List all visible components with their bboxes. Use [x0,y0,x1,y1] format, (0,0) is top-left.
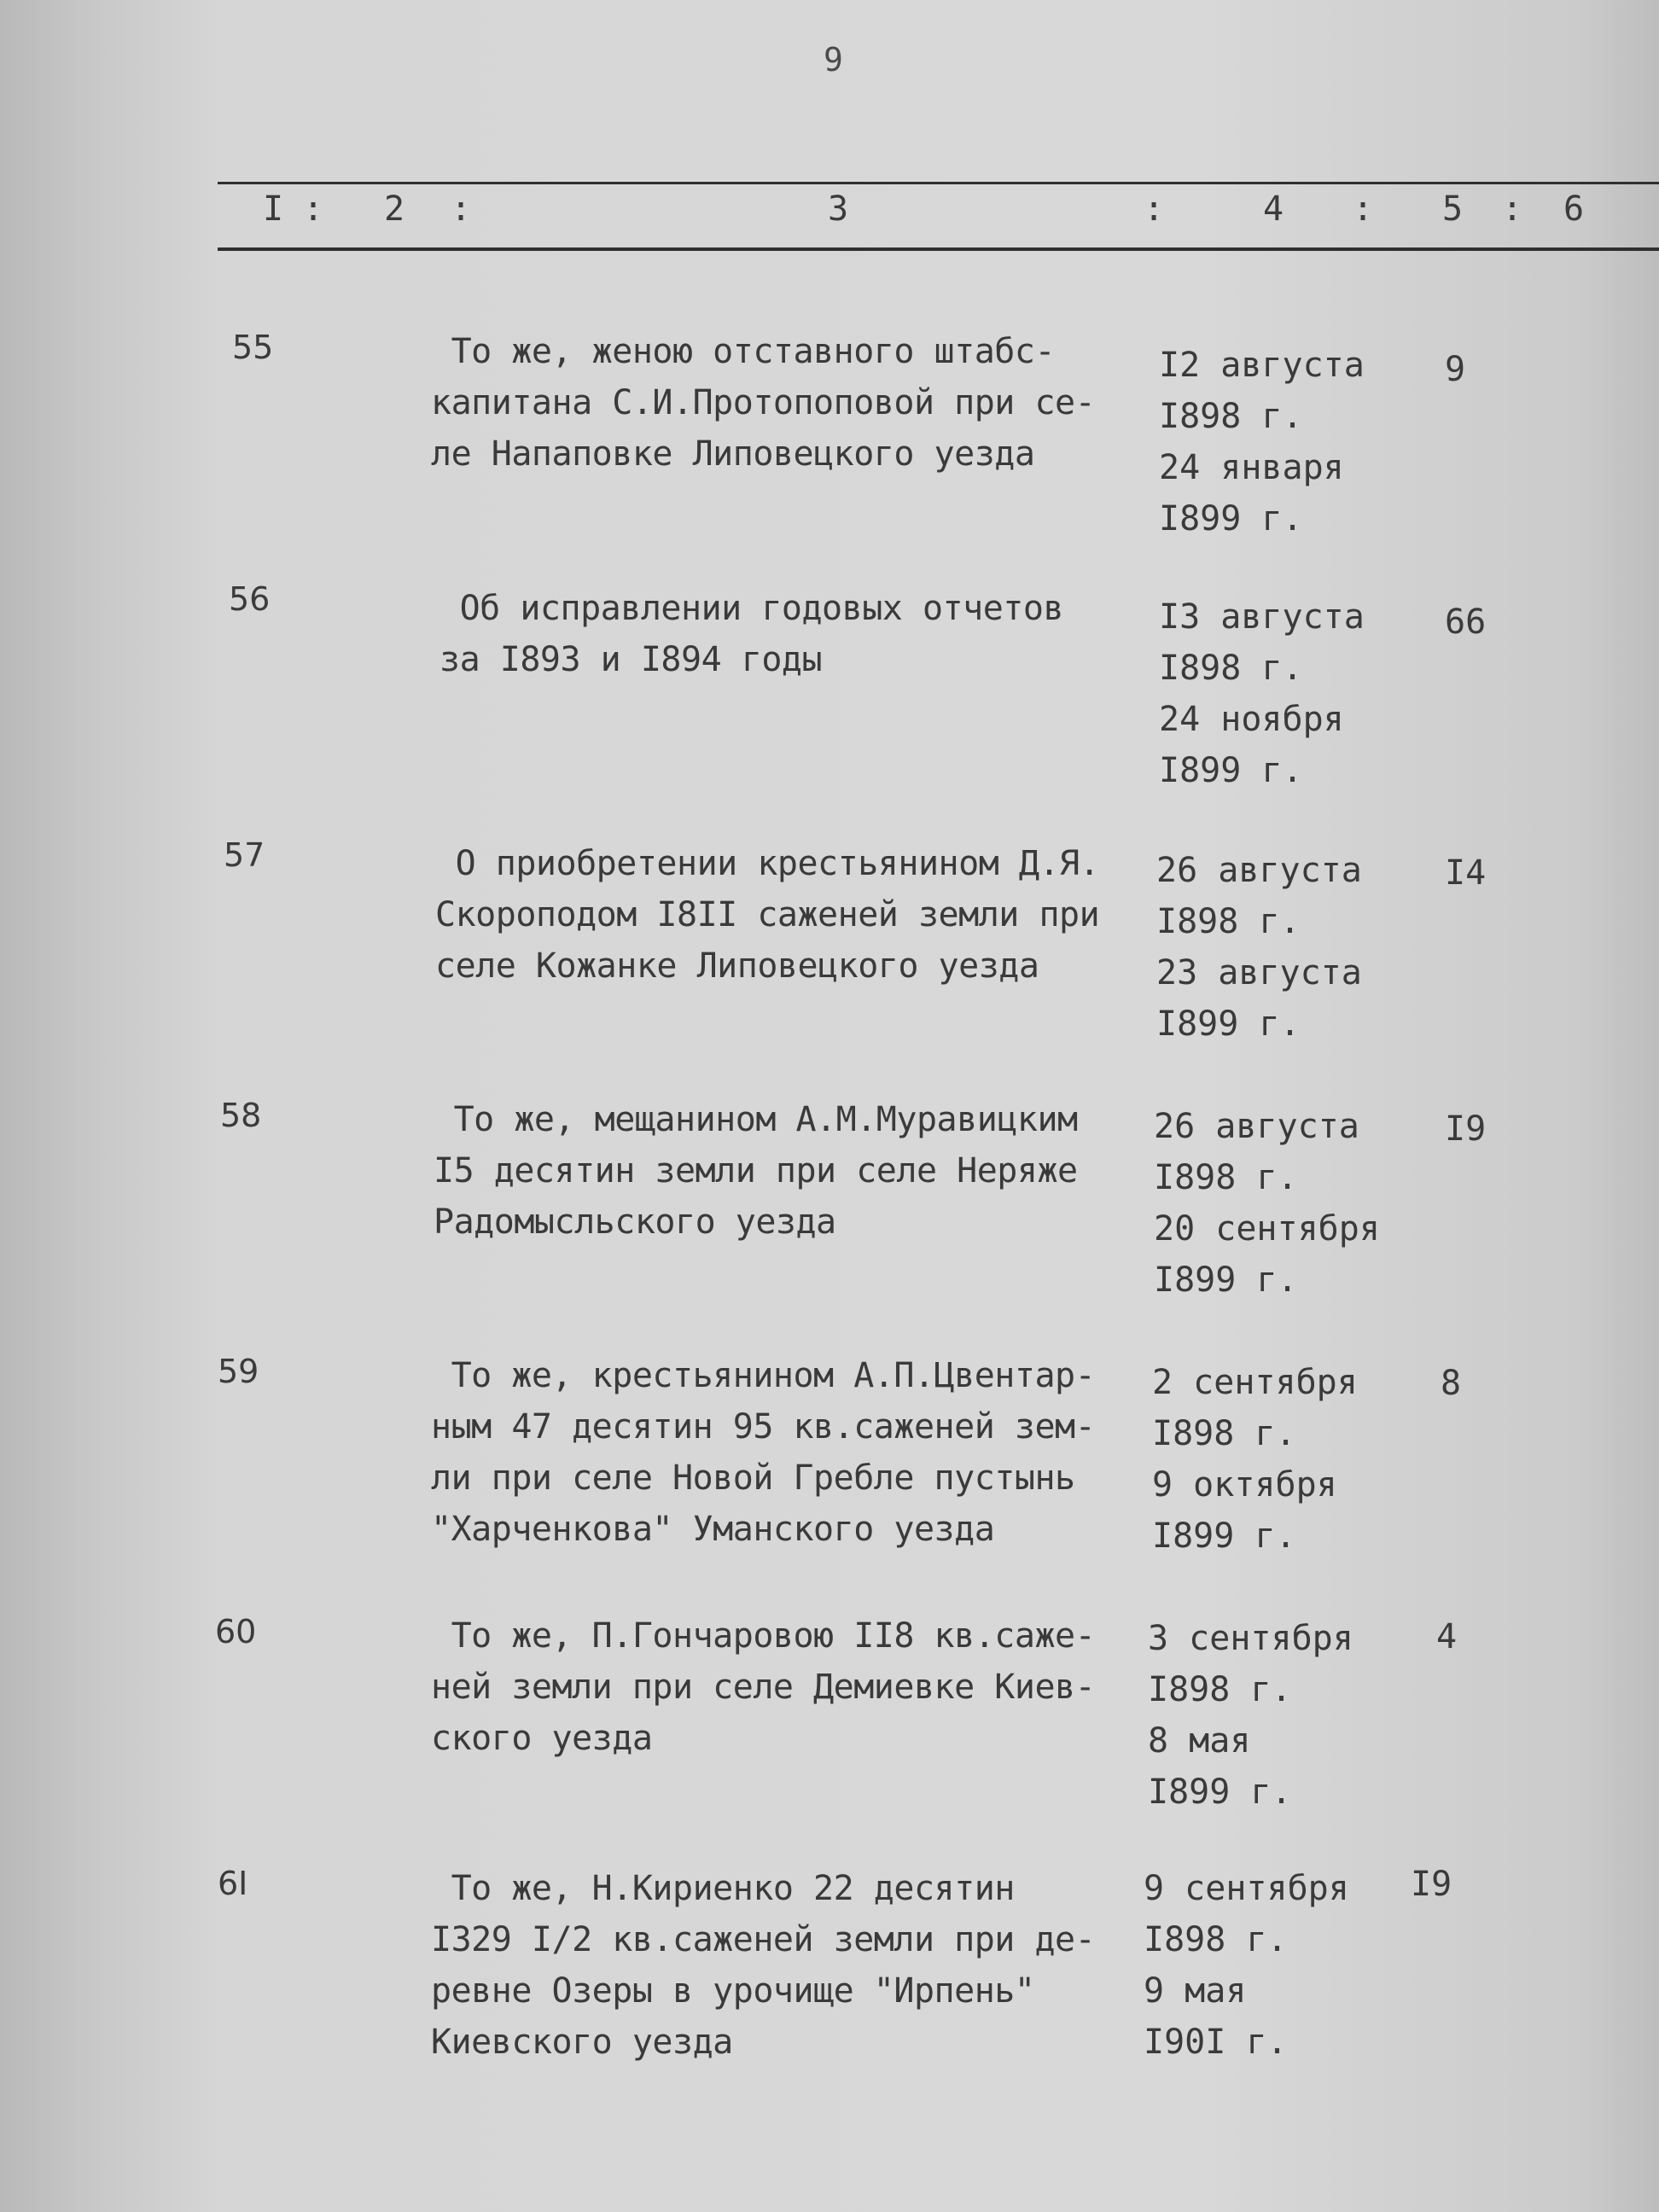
header-col-6: 6 [1563,189,1585,229]
entry-title [431,1610,1148,1764]
entry-date-line: I898 г. [1159,649,1303,688]
entry-title-line: ней земли при селе Демиевке Киев- [431,1668,1096,1707]
entry-sheet-count: 8 [1441,1364,1462,1403]
entry-sheet-count: I9 [1411,1865,1452,1904]
entry-title-line: Киевского уезда [431,2023,733,2062]
entry-title [431,1350,1148,1555]
entry-title-line: "Харченкова" Уманского уезда [431,1510,995,1549]
entry-title-line: ского уезда [431,1719,653,1758]
entry-dates [1159,340,1415,544]
header-col-2: 2 [384,189,405,229]
entry-title-line: Радомысльского уезда [434,1202,836,1242]
entry-date-line: I898 г. [1154,1158,1298,1197]
entry-number: 55 [232,329,274,366]
entry-title-line: То же, П.Гончаровою II8 кв.саже- [431,1616,1096,1656]
entry-date-line: 3 сентября [1148,1619,1353,1658]
entry-date-line: 24 января [1159,448,1344,487]
entry-title-line: ли при селе Новой Гребле пустынь [431,1458,1075,1498]
entry-dates [1144,1863,1400,2068]
header-col-5: 5 [1442,189,1464,229]
header-col-1: I [263,189,284,229]
entry-date-line: I898 г. [1148,1670,1292,1709]
entry-date-line: 26 августа [1156,851,1362,890]
header-bottom-rule [218,247,1659,251]
entry-dates [1156,845,1412,1050]
entry-dates [1148,1613,1404,1818]
entry-dates [1154,1101,1410,1306]
page-number: 9 [824,41,843,79]
entry-title [439,583,1156,685]
header-separator-1: : [303,189,324,229]
entry-sheet-count: 66 [1445,602,1487,642]
entry-title-line: капитана С.И.Протопоповой при се- [431,383,1096,422]
header-separator-3: : [1144,189,1165,229]
entry-date-line: 9 сентября [1144,1869,1349,1908]
entry-date-line: 9 мая [1144,1971,1247,2011]
entry-title-line: То же, мещанином А.М.Муравицким [434,1100,1078,1139]
entry-title-line: О приобретении крестьянином Д.Я. [435,844,1100,883]
entry-date-line: 20 сентября [1154,1209,1380,1249]
entry-date-line: 23 августа [1156,953,1362,992]
entry-date-line: I898 г. [1152,1414,1296,1453]
entry-date-line: I899 г. [1159,499,1303,538]
entry-date-line: I2 августа [1159,346,1365,385]
entry-title-line: за I893 и I894 годы [439,640,823,679]
entry-dates [1159,591,1415,796]
entry-title-line: ревне Озеры в урочище "Ирпень" [431,1971,1035,2011]
entry-title-line: Об исправлении годовых отчетов [439,589,1064,628]
header-top-rule [218,182,1659,184]
entry-title [434,1094,1150,1248]
header-col-4: 4 [1263,189,1284,229]
entry-title [431,326,1148,480]
entry-date-line: I899 г. [1148,1773,1292,1812]
entry-date-line: I899 г. [1152,1516,1296,1556]
entry-date-line: I899 г. [1154,1260,1298,1300]
entry-date-line: I898 г. [1156,902,1301,941]
entry-date-line: 26 августа [1154,1107,1359,1146]
header-separator-2: : [451,189,472,229]
entry-date-line: I3 августа [1159,597,1365,637]
entry-title-line: То же, женою отставного штабс- [431,332,1056,371]
entry-date-line: I90I г. [1144,2023,1288,2062]
entry-date-line: I898 г. [1159,397,1303,436]
entry-title-line: ле Напаповке Липовецкого уезда [431,434,1035,474]
entry-date-line: I898 г. [1144,1920,1288,1959]
header-separator-4: : [1353,189,1374,229]
entry-title-line: Скороподом I8II саженей земли при [435,895,1100,934]
entry-date-line: I899 г. [1156,1004,1301,1044]
entry-number: 59 [218,1353,259,1390]
entry-number: 57 [224,836,265,874]
entry-title-line: селе Кожанке Липовецкого уезда [435,946,1039,986]
entry-date-line: 2 сентября [1152,1363,1358,1402]
entry-number: 60 [215,1613,257,1650]
entry-title [435,838,1152,992]
entry-title-line: ным 47 десятин 95 кв.саженей зем- [431,1407,1096,1447]
header-separator-5: : [1502,189,1523,229]
entry-title [431,1863,1148,2068]
entry-sheet-count: 9 [1445,350,1466,389]
entry-number: 58 [220,1097,262,1134]
entry-number: 56 [229,580,271,618]
entry-number: 6I [218,1865,248,1902]
entry-sheet-count: I9 [1445,1109,1487,1149]
entry-title-line: I329 I/2 кв.саженей земли при де- [431,1920,1096,1959]
entry-sheet-count: I4 [1445,853,1487,893]
entry-date-line: 24 ноября [1159,700,1344,739]
entry-date-line: I899 г. [1159,751,1303,790]
entry-title-line: I5 десятин земли при селе Неряже [434,1151,1078,1190]
header-col-3: 3 [828,189,849,229]
entry-dates [1152,1357,1408,1562]
entry-date-line: 9 октября [1152,1465,1337,1505]
entry-title-line: То же, Н.Кириенко 22 десятин [431,1869,1015,1908]
entry-sheet-count: 4 [1436,1617,1458,1656]
entry-date-line: 8 мая [1148,1721,1251,1761]
entry-title-line: То же, крестьянином А.П.Цвентар- [431,1356,1096,1395]
